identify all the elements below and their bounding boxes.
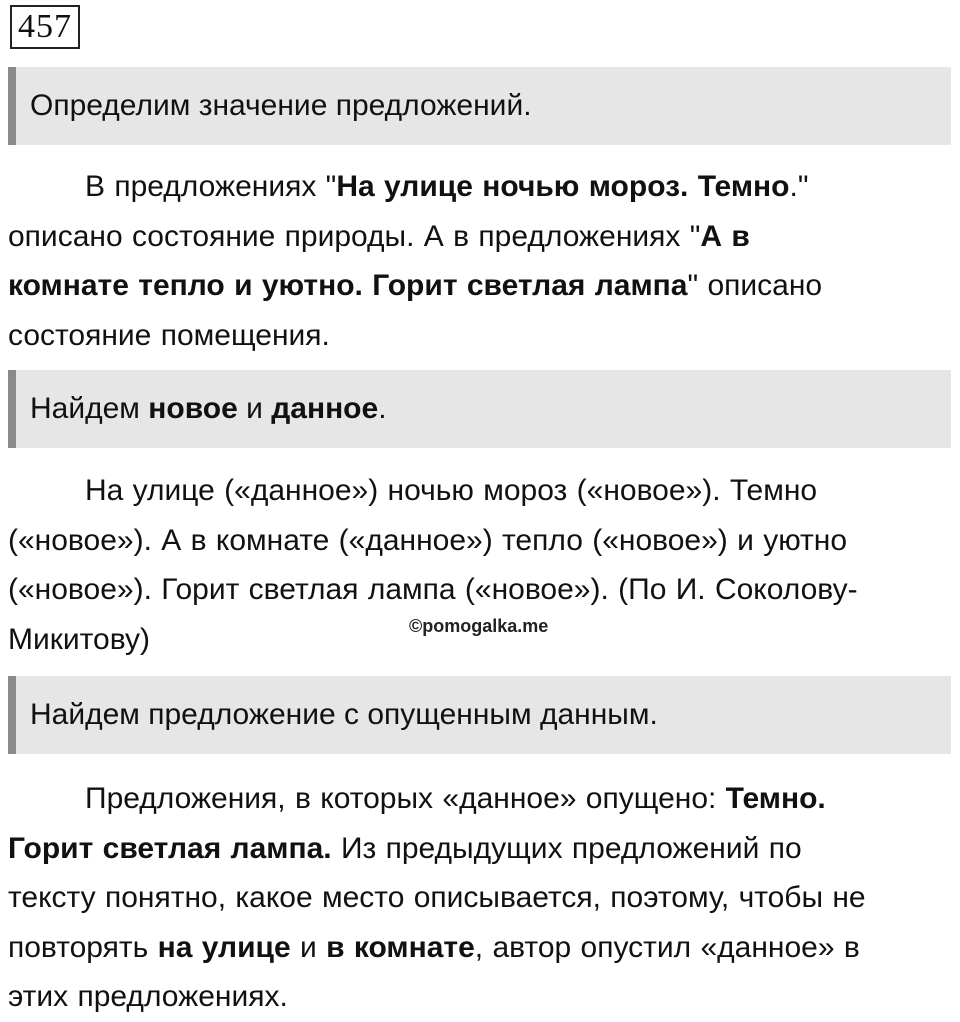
text-line: («новое»). А в комнате («данное») тепло («новое») и уютно [8, 523, 848, 557]
text-line: Горит светлая лампа. Из предыдущих предложений по [8, 831, 802, 865]
bold-text: Темно. [725, 782, 826, 815]
paragraph-omitted [8, 774, 960, 1022]
bold-text: на улице [157, 930, 291, 964]
text-line: Микитову) [8, 622, 150, 656]
text-line: повторять на улице и в комнате, автор опустил «данное» в [8, 930, 860, 964]
bold-text: На улице ночью мороз. Темно [336, 170, 790, 203]
bold-text: данное [271, 392, 379, 425]
callout-meaning [8, 67, 951, 145]
bold-text: А в [700, 219, 750, 253]
bold-text: Горит светлая лампа. [8, 831, 332, 865]
callout-meaning-text: Определим значение предложений. [30, 89, 532, 122]
bold-text: новое [148, 392, 238, 425]
text-line: тексту понятно, какое место описывается, поэтому, чтобы не [8, 881, 866, 914]
text-line: описано состояние природы. А в предложениях "А в [8, 219, 750, 253]
task-number: 457 [10, 5, 80, 49]
text-line: комнате тепло и уютно. Горит светлая лампа" описано [8, 269, 823, 302]
text-line: Предложения, в которых «данное» опущено: Темно. [85, 782, 826, 815]
callout-omitted-text: Найдем предложение с опущенным данным. [30, 698, 658, 731]
text-line: В предложениях "На улице ночью мороз. Темно." [85, 170, 809, 203]
bold-text: комнате тепло и уютно. Горит светлая лампа [8, 269, 688, 302]
callout-new-given [8, 370, 951, 448]
paragraph-meaning [8, 162, 960, 360]
text-line: этих предложениях. [8, 980, 288, 1013]
bold-text: в комнате [326, 930, 475, 964]
watermark: ©pomogalka.me [409, 616, 549, 636]
text-line: («новое»). Горит светлая лампа («новое»). (По И. Соколову- [8, 573, 858, 606]
text-line: На улице («данное») ночью мороз («новое»). Темно [85, 474, 818, 507]
callout-new-given-text: Найдем новое и данное. [30, 392, 387, 425]
text-line: состояние помещения. [8, 318, 330, 352]
callout-omitted [8, 676, 951, 754]
